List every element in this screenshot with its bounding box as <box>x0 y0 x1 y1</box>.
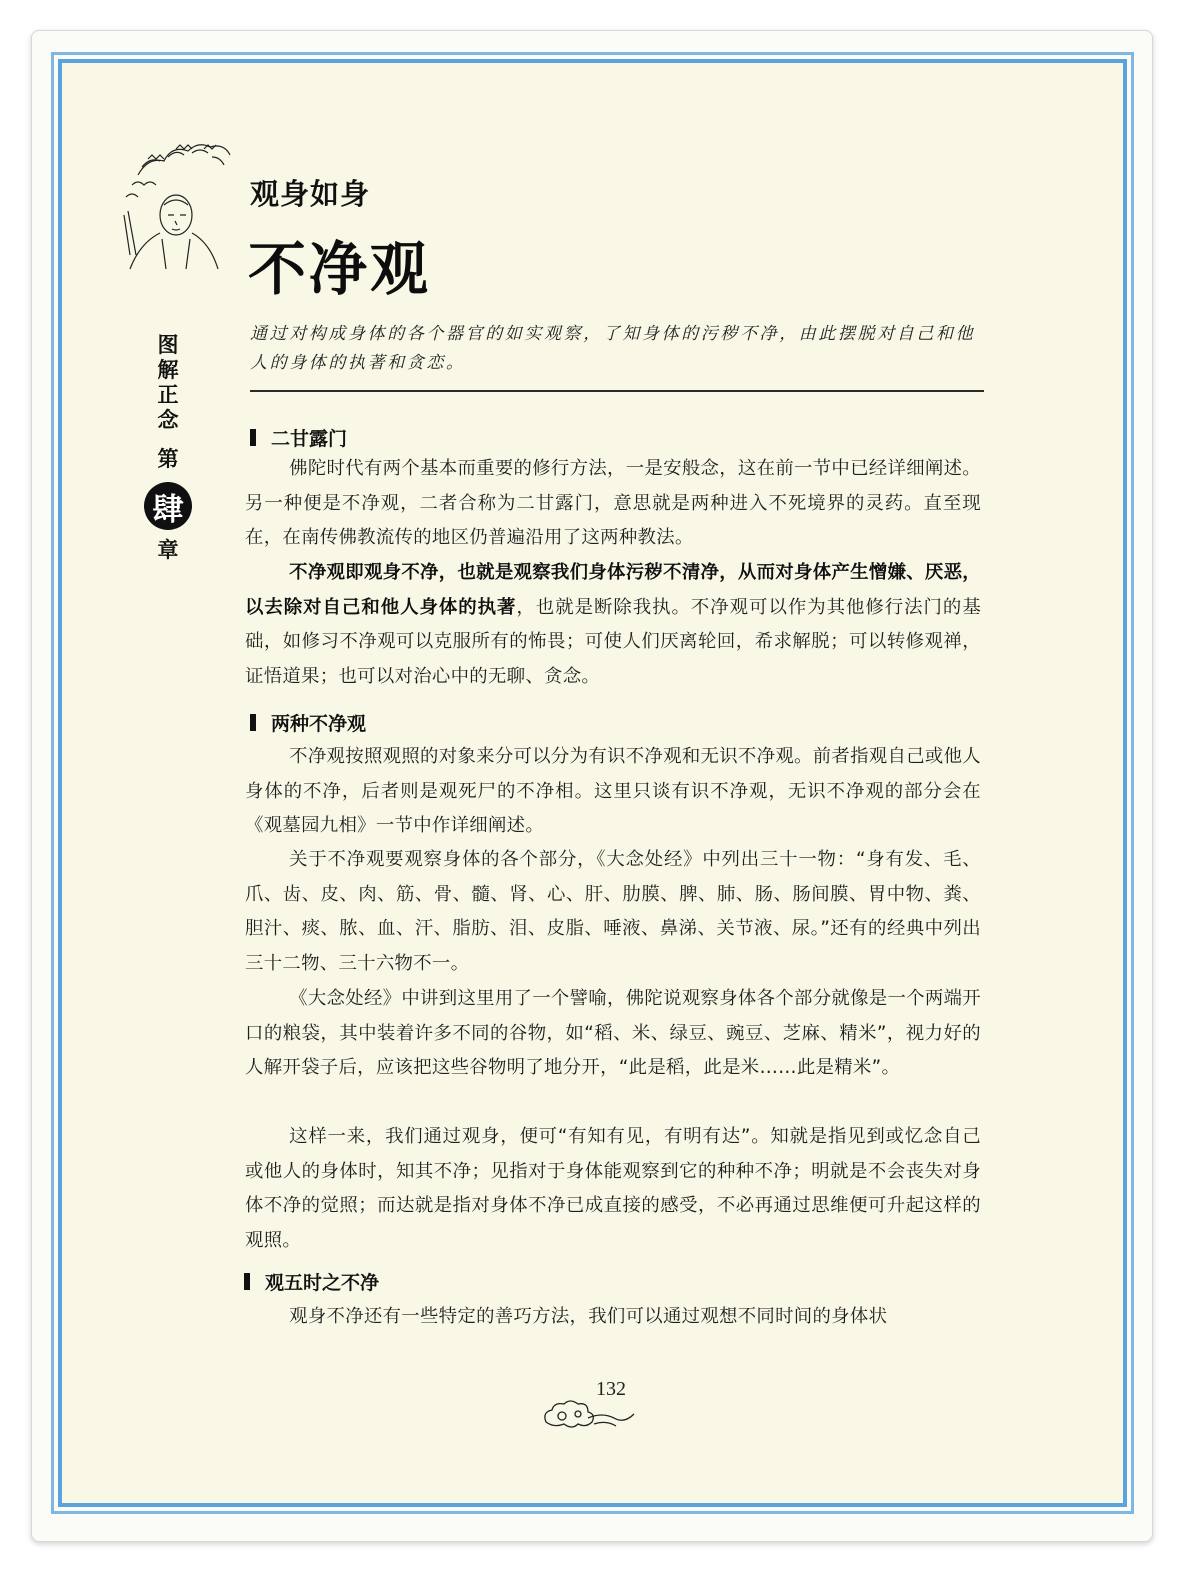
chapter-number-badge: 肆 <box>144 482 192 530</box>
section-kicker: 观身如身 <box>250 177 371 211</box>
paragraph: 这样一来，我们通过观身，便可“有知有见，有明有达”。知就是指见到或忆念自己或他人的身体时，知其不净；见指对于身体能观察到它的种种不净；明就是不会丧失对身体不净的觉照；而达就是指对身体不净已成直接的感受，不必再通过思维便可升起这样的观照。 <box>245 1126 981 1251</box>
cloud-ornament-icon <box>540 1396 636 1432</box>
side-nav <box>148 333 188 563</box>
paragraph: 不净观按照观照的对象来分可以分为有识不净观和无识不净观。前者指观自己或他人身体的不净，后者则是观死尸的不净相。这里只谈有识不净观，无识不净观的部分会在《观墓园九相》一节中作详细阐述。 <box>245 746 981 836</box>
paragraph: 观身不净还有一些特定的善巧方法，我们可以通过观想不同时间的身体状 <box>289 1306 888 1327</box>
section-heading-text: 二甘露门 <box>271 428 348 450</box>
chapter-summary: 通过对构成身体的各个器官的如实观察，了知身体的污秽不净，由此摆脱对自己和他人的身体的执著和贪恋。 <box>250 324 976 373</box>
heading-marker-icon <box>244 1273 250 1290</box>
monk-illustration <box>118 135 238 273</box>
heading-marker-icon <box>250 714 256 731</box>
chapter-prefix: 第 <box>157 447 179 471</box>
chapter-suffix: 章 <box>157 538 179 562</box>
book-title-char: 图 <box>157 333 179 357</box>
paragraph-text: ，也就是断除我执。不净观可以作为其他修行法门的基础，如修习不净观可以克服所有的怖畏；可使人们厌离轮回，希求解脱；可以转修观禅，证悟道果；也可以对治心中的无聊、贪念。 <box>245 596 982 687</box>
section-heading-text: 两种不净观 <box>271 713 367 735</box>
page-number: 132 <box>596 1378 626 1400</box>
section-heading-ganlu <box>250 424 347 451</box>
section-heading-text: 观五时之不净 <box>265 1272 380 1294</box>
book-title-char: 正 <box>157 383 179 407</box>
summary-divider <box>250 390 984 392</box>
book-title-char: 念 <box>157 408 179 432</box>
section-heading-five-times <box>244 1268 379 1295</box>
bold-emphasis: 不净观即观身不净，也就是观察我们身体污秽不清净，从而对身体产生憎嫌、厌恶，以去除对自己和他人身体的执著 <box>245 562 981 618</box>
paragraph: 关于不净观要观察身体的各个部分，《大念处经》中列出三十一物：“身有发、毛、爪、齿、皮、肉、筋、骨、髓、肾、心、肝、肋膜、脾、肺、肠、肠间膜、胃中物、粪、胆汁、痰、脓、血、汗、脂肪、泪、皮脂、唾液、鼻涕、关节液、尿。”还有的经典中列出三十二物、三十六物不一。 <box>245 849 981 974</box>
paragraph: 佛陀时代有两个基本而重要的修行方法，一是安般念，这在前一节中已经详细阐述。另一种便是不净观，二者合称为二甘露门，意思就是两种进入不死境界的灵药。直至现在，在南传佛教流传的地区仍普遍沿用了这两种教法。 <box>245 458 981 548</box>
section-heading-two-types <box>250 709 366 736</box>
heading-marker-icon <box>250 429 256 446</box>
paragraph: 《大念处经》中讲到这里用了一个譬喻，佛陀说观察身体各个部分就像是一个两端开口的粮袋，其中装着许多不同的谷物，如“稻、米、绿豆、豌豆、芝麻、精米”，视力好的人解开袋子后，应该把这些谷物明了地分开，“此是稻，此是米……此是精米”。 <box>245 988 981 1078</box>
paragraph <box>245 556 981 694</box>
book-title-char: 解 <box>157 358 179 382</box>
page-title: 不净观 <box>248 235 432 303</box>
